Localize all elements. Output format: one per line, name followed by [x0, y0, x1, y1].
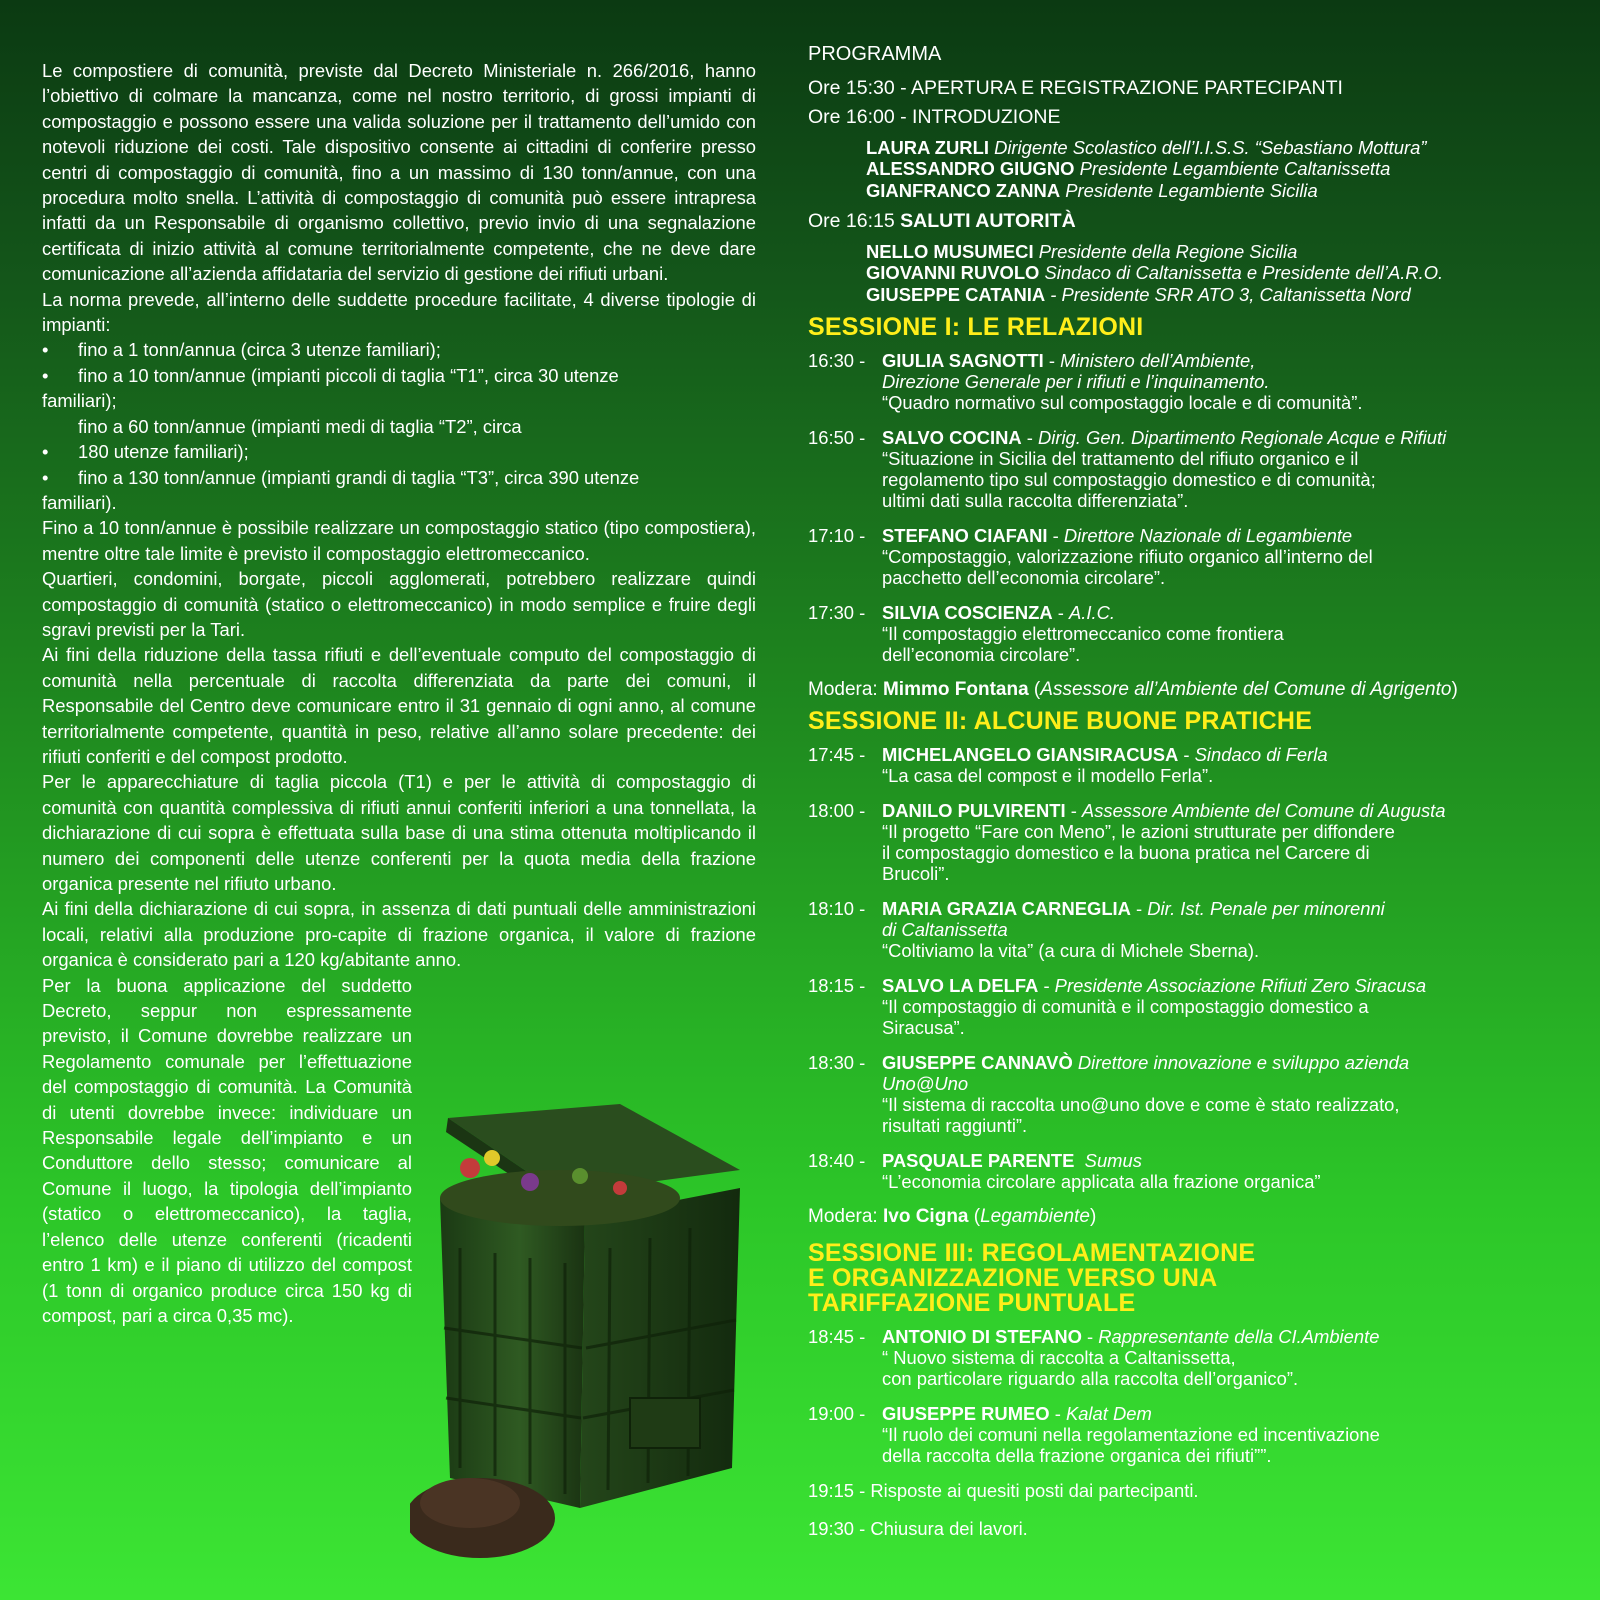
neighborhood-paragraph: Quartieri, condomini, borgate, piccoli agglomerati, potrebbero realizzare quindi compostaggio di comunità (statico o elettromeccanico) in modo semplice e fruire degli sgravi previsti per la Tari. [42, 568, 756, 640]
program-item [808, 800, 1548, 884]
item-body [882, 1150, 1548, 1192]
item-talk-line: “L’economia circolare applicata alla frazione organica” [882, 1170, 1321, 1192]
item-time: 18:30 - [808, 1051, 866, 1073]
item-talk-line: “Il ruolo dei comuni nella regolamentazione ed incentivazione [882, 1424, 1380, 1445]
item-talk-line: dell’economia circolare”. [882, 644, 1081, 665]
item-talk-line: “Il compostaggio elettromeccanico come frontiera [882, 623, 1284, 644]
speaker: LAURA ZURLI Dirigente Scolastico dell’I.I.S.S. “Sebastiano Mottura” [866, 136, 1427, 158]
static-paragraph: Fino a 10 tonn/annue è possibile realizzare un compostaggio statico (tipo compostiera), mentre oltre tale limite è previsto il compostaggio elettromeccanico. [42, 517, 756, 564]
item-body [882, 427, 1548, 511]
program-row-questions: 19:15 - Risposte ai quesiti posti dai partecipanti. [808, 1480, 1199, 1501]
item-talk-line: regolamento tipo sul compostaggio domestico e di comunità; [882, 469, 1376, 490]
program-item [808, 1403, 1548, 1466]
equipment-paragraph: Per le apparecchiature di taglia piccola (T1) e per le attività di compostaggio di comunità con quantità complessiva di rifiuti annui conferiti inferiori a una tonnellata, la dichiarazione di cui sopra è effettuata sulla base di una stima ottenuta moltiplicando il numero dei componenti delle utenze conferenti per la quota media della frazione organica presente nel rifiuto urbano. [42, 771, 756, 894]
item-body [882, 898, 1548, 961]
speaker: GIANFRANCO ZANNA Presidente Legambiente Sicilia [866, 179, 1318, 201]
item-talk-line: Siracusa”. [882, 1016, 965, 1038]
item-time: 16:30 - [808, 350, 866, 371]
speaker: GIOVANNI RUVOLO Sindaco di Caltanissetta e Presidente dell’A.R.O. [866, 262, 1444, 283]
item-talk-line: “Coltiviamo la vita” (a cura di Michele Sberna). [882, 939, 1260, 961]
program-item [808, 1326, 1548, 1389]
compost-bin-image [410, 1098, 770, 1558]
item-body [882, 1326, 1548, 1389]
item-time: 17:10 - [808, 525, 866, 546]
item-talk-line: pacchetto dell’economia circolare”. [882, 567, 1166, 588]
item-talk-line: “Il sistema di raccolta uno@uno dove e come è stato realizzato, [882, 1093, 1400, 1115]
declaration-paragraph: Ai fini della dichiarazione di cui sopra, in assenza di dati puntuali delle amministrazioni locali, relativi alla produzione pro-capite di frazione organica, il valore di frazione organica è considerato pari a 120 kg/abitante anno. [42, 898, 756, 971]
program-item [808, 898, 1548, 961]
program-column [808, 44, 1548, 1555]
program-item [808, 975, 1548, 1038]
moderator-1: Modera: Mimmo Fontana (Assessore all’Ambiente del Comune di Agrigento) [808, 679, 1458, 700]
speaker: GIUSEPPE CATANIA - Presidente SRR ATO 3, Caltanissetta Nord [866, 283, 1411, 305]
item-speaker: SALVO COCINA - Dirig. Gen. Dipartimento Regionale Acque e Rifiuti [882, 427, 1447, 448]
item-talk-line: ultimi dati sulla raccolta differenziata”. [882, 490, 1189, 511]
session-1-list [808, 350, 1548, 665]
item-body [882, 975, 1548, 1038]
program-item [808, 427, 1548, 511]
program-item [808, 1052, 1548, 1136]
item-talk-line: “Il compostaggio di comunità e il compostaggio domestico a [882, 995, 1369, 1017]
speaker: ALESSANDRO GIUGNO Presidente Legambiente Caltanissetta [866, 158, 1391, 179]
item-time: 18:45 - [808, 1326, 866, 1347]
item-body [882, 1403, 1548, 1466]
item-time: 18:10 - [808, 897, 866, 919]
item-speaker: PASQUALE PARENTE Sumus [882, 1149, 1142, 1171]
item-speaker: SALVO LA DELFA - Presidente Associazione Rifiuti Zero Siracusa [882, 974, 1427, 996]
list-item: • fino a 10 tonn/annue (impianti piccoli di taglia “T1”, circa 30 utenze [42, 364, 619, 386]
norm-paragraph: La norma prevede, all’interno delle suddette procedure facilitate, 4 diverse tipologie di impianti: [42, 288, 756, 336]
item-time: 19:00 - [808, 1403, 866, 1424]
session-3-title: SESSIONE III: REGOLAMENTAZIONE E ORGANIZZAZIONE VERSO UNA TARIFFAZIONE PUNTUALE [808, 1239, 1256, 1317]
list-item: • fino a 1 tonn/annua (circa 3 utenze familiari); [42, 339, 441, 361]
item-speaker: GIULIA SAGNOTTI - Ministero dell’Ambiente, [882, 350, 1256, 371]
item-talk-line: Brucoli”. [882, 862, 950, 884]
item-talk-line: “Quadro normativo sul compostaggio locale e di comunità”. [882, 392, 1363, 413]
program-item [808, 350, 1548, 413]
session-1-title: SESSIONE I: LE RELAZIONI [808, 313, 1144, 341]
program-item [808, 602, 1548, 665]
item-time: 17:30 - [808, 602, 866, 623]
program-item [808, 1150, 1548, 1192]
session-2-title: SESSIONE II: ALCUNE BUONE PRATICHE [808, 706, 1313, 735]
item-time: 18:40 - [808, 1149, 866, 1171]
item-body [882, 800, 1548, 884]
item-speaker: SILVIA COSCIENZA - A.I.C. [882, 602, 1115, 623]
item-speaker: DANILO PULVIRENTI - Assessore Ambiente del Comune di Augusta [882, 799, 1446, 821]
session-2-list [808, 744, 1548, 1192]
item-time: 16:50 - [808, 427, 866, 448]
item-body [882, 602, 1548, 665]
item-body [882, 525, 1548, 588]
program-row-opening: Ore 15:30 - APERTURA E REGISTRAZIONE PARTECIPANTI [808, 76, 1343, 99]
item-role-cont: di Caltanissetta [882, 918, 1008, 940]
item-talk-line: “ Nuovo sistema di raccolta a Caltanissetta, [882, 1347, 1236, 1368]
item-talk-line: “Situazione in Sicilia del trattamento del rifiuto organico e il [882, 448, 1359, 469]
program-row-greetings: Ore 16:15 SALUTI AUTORITÀ [808, 210, 1076, 232]
item-talk-line: con particolare riguardo alla raccolta dell’organico”. [882, 1368, 1299, 1389]
application-paragraph: Per la buona applicazione del suddetto Decreto, seppur non espressamente previsto, il Comune dovrebbe realizzare un Regolamento comunale per l’effettuazione del compostaggio di comunità. La Comunità di utenti dovrebbe invece: individuare un Responsabile legale dell’impianto e un Conduttore dello stesso; comunicare al Comune il luogo, la tipologia dell’impianto (statico o elettromeccanico), la taglia, l’elenco delle utenze conferenti (ricadenti entro 1 km) e il piano di utilizzo del compost (1 tonn di organico produce circa 150 kg di compost, pari a circa 0,35 mc). [42, 974, 412, 1326]
program-row-closing: 19:30 - Chiusura dei lavori. [808, 1517, 1028, 1539]
item-speaker: MARIA GRAZIA CARNEGLIA - Dir. Ist. Penale per minorenni [882, 897, 1385, 919]
item-body [882, 350, 1548, 413]
item-body [882, 744, 1548, 786]
list-item: • fino a 130 tonn/annue (impianti grandi di taglia “T3”, circa 390 utenze [42, 466, 640, 488]
item-role-cont: Uno@Uno [882, 1072, 969, 1094]
item-speaker: GIUSEPPE CANNAVÒ Direttore innovazione e sviluppo azienda [882, 1051, 1410, 1073]
item-talk-line: “La casa del compost e il modello Ferla”. [882, 764, 1214, 786]
program-row-intro: Ore 16:00 - INTRODUZIONE [808, 106, 1061, 128]
intro-speakers [808, 137, 1548, 202]
speaker: NELLO MUSUMECI Presidente della Regione Sicilia [866, 240, 1298, 262]
program-heading: PROGRAMMA [808, 43, 942, 65]
item-talk-line: “Il progetto “Fare con Meno”, le azioni strutturate per diffondere [882, 820, 1395, 842]
item-talk-line: risultati raggiunti”. [882, 1114, 1028, 1136]
item-speaker: MICHELANGELO GIANSIRACUSA - Sindaco di Ferla [882, 743, 1328, 765]
item-time: 18:15 - [808, 974, 866, 996]
moderator-2: Modera: Ivo Cigna (Legambiente) [808, 1205, 1097, 1227]
intro-paragraph: Le compostiere di comunità, previste dal Decreto Ministeriale n. 266/2016, hanno l’obiettivo di colmare la mancanza, come nel nostro territorio, di grossi impianti di compostaggio e possono essere una valida soluzione per il trattamento dell’umido con notevoli riduzione dei costi. Tale dispositivo consente ai cittadini di conferire presso centri di compostaggio di comunità, fino a un massimo di 130 tonn/annue, con una procedura molto snella. L’attività di compostaggio di comunità può essere intrapresa infatti da un Responsabile di organismo collettivo, previo invio di una segnalazione certificata di inizio attività al comune territorialmente competente, che ne deve dare comunicazione all’azienda affidataria del servizio di gestione dei rifiuti urbani. [42, 60, 756, 285]
session-3-list [808, 1326, 1548, 1466]
list-item-cont: familiari). [42, 491, 117, 513]
item-speaker: GIUSEPPE RUMEO - Kalat Dem [882, 1403, 1152, 1424]
item-speaker: ANTONIO DI STEFANO - Rappresentante della CI.Ambiente [882, 1326, 1380, 1347]
item-time: 18:00 - [808, 799, 866, 821]
item-role-cont: Direzione Generale per i rifiuti e l’inquinamento. [882, 371, 1270, 392]
program-item [808, 744, 1548, 786]
authority-speakers [808, 241, 1548, 306]
item-speaker: STEFANO CIAFANI - Direttore Nazionale di Legambiente [882, 525, 1353, 546]
item-time: 17:45 - [808, 743, 866, 765]
list-item: • 180 utenze familiari); [42, 441, 249, 463]
list-item-cont: familiari); [42, 390, 117, 412]
program-item [808, 525, 1548, 588]
item-talk-line: il compostaggio domestico e la buona pratica nel Carcere di [882, 841, 1370, 863]
item-talk-line: della raccolta della frazione organica dei rifiuti””. [882, 1445, 1272, 1466]
list-item-indent: fino a 60 tonn/annue (impianti medi di taglia “T2”, circa [78, 415, 522, 437]
tax-paragraph: Ai fini della riduzione della tassa rifiuti e dell’eventuale computo del compostaggio di comunità nella percentuale di raccolta differenziata da parte dei comuni, il Responsabile del Centro deve comunicare entro il 31 gennaio di ogni anno, al comune territorialmente competente, quantità in peso, relative all’anno solare precedente: dei rifiuti conferiti e del compost prodotto. [42, 644, 756, 767]
item-talk-line: “Compostaggio, valorizzazione rifiuto organico all’interno del [882, 546, 1373, 567]
item-body [882, 1052, 1548, 1136]
